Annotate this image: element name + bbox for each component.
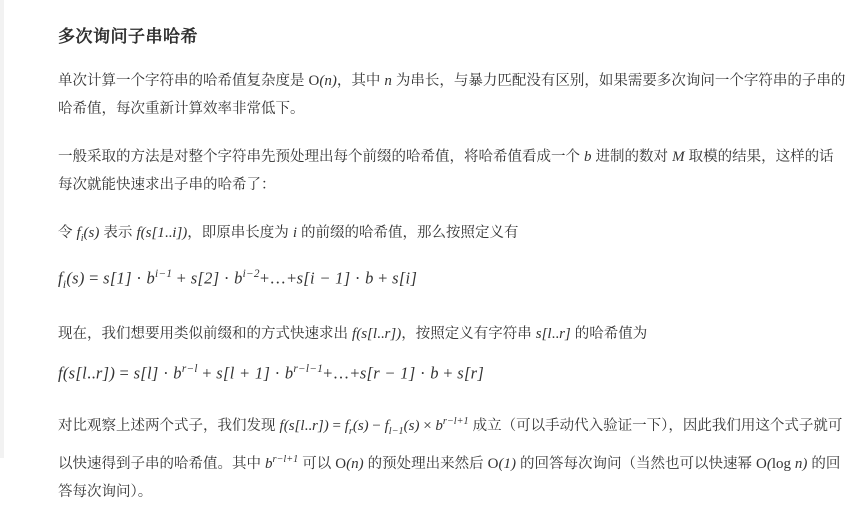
math-substring-range: s[l..r]	[535, 325, 571, 342]
math-complexity-ologn: O(log n)	[756, 456, 808, 473]
paragraph-substring	[58, 320, 848, 348]
math-hash-identity: $f(s[l..r]) = f_r(s) - f_{l-1}(s) \times b^{r-l+1}$	[279, 416, 469, 438]
equation-substring-hash: $f(s[l..r]) = s[l] \cdot b^{r-l} + s[l + 1]$ · $b^{r-l-1}+\dots+s[r - 1] \cdot b + s[r]$	[58, 362, 485, 383]
left-margin-rule	[0, 0, 4, 458]
text-fragment: 的回答每次询问（当然也可以快速幂	[515, 456, 757, 473]
math-variable-m: M	[672, 149, 685, 165]
text-fragment: ，按照定义有字符串	[401, 325, 536, 342]
math-variable-b: b	[584, 149, 592, 165]
text-fragment: 的预处理出来然后	[363, 456, 488, 473]
paragraph-conclusion	[58, 408, 848, 506]
text-fragment: 一般采取的方法是对整个字符串先预处理出每个前缀的哈希值，将哈希值看成一个	[58, 149, 585, 165]
text-fragment: 表示	[99, 225, 137, 241]
paragraph-intro	[58, 67, 848, 123]
math-f-i-s: $f_i(s)$	[76, 225, 100, 244]
math-variable-n: n	[384, 73, 392, 89]
text-fragment: 的回答每次询问）。	[58, 456, 841, 501]
math-variable-i: i	[292, 225, 297, 241]
text-fragment: 成立（可以手动代入验证一下），因此我们用这个式子就可以快速得到子串的哈希值。其中	[58, 418, 843, 473]
text-fragment: 的哈希值为	[570, 325, 648, 342]
text-fragment: 现在，我们想要用类似前缀和的方式快速求出	[58, 325, 353, 342]
text-fragment: 单次计算一个字符串的哈希值复杂度是	[58, 73, 309, 89]
paragraph-method	[58, 143, 848, 199]
document-content	[58, 0, 848, 506]
text-fragment: ，其中	[336, 73, 385, 89]
text-fragment: 为串长，与暴力匹配没有区别，如果需要多次询问一个字符串的子串的哈希值，每次重新计算效率非常低下。	[58, 73, 846, 117]
math-complexity-o1: O(1)	[487, 456, 516, 473]
text-fragment: 的前缀的哈希值，那么按照定义有	[296, 225, 519, 241]
equation-prefix-hash: $f_i(s) = s[1] \cdot b^{i-1} + s[2]$ · $b^{i-2}+\dots+s[i - 1] \cdot b + s[i]$	[58, 268, 418, 291]
paragraph-definition	[58, 219, 848, 253]
text-fragment: 令	[58, 225, 77, 241]
math-b-power: $b^{r-l+1}$	[265, 454, 299, 473]
text-fragment: 取模的结果，这样的话每次就能快速求出子串的哈希了：	[58, 149, 834, 193]
page-title: 多次询问子串哈希	[58, 27, 198, 46]
text-fragment: 可以	[298, 456, 336, 473]
math-complexity-on: O(n)	[308, 73, 337, 89]
text-fragment: 进制的数对	[591, 149, 673, 165]
text-fragment: ，即原串长度为	[187, 225, 293, 241]
math-complexity-on-2: O(n)	[335, 456, 364, 473]
math-f-substring: f(s[l..r])	[352, 325, 402, 342]
math-f-prefix: f(s[1..i])	[136, 225, 188, 241]
text-fragment: 对比观察上述两个式子，我们发现	[58, 418, 280, 435]
